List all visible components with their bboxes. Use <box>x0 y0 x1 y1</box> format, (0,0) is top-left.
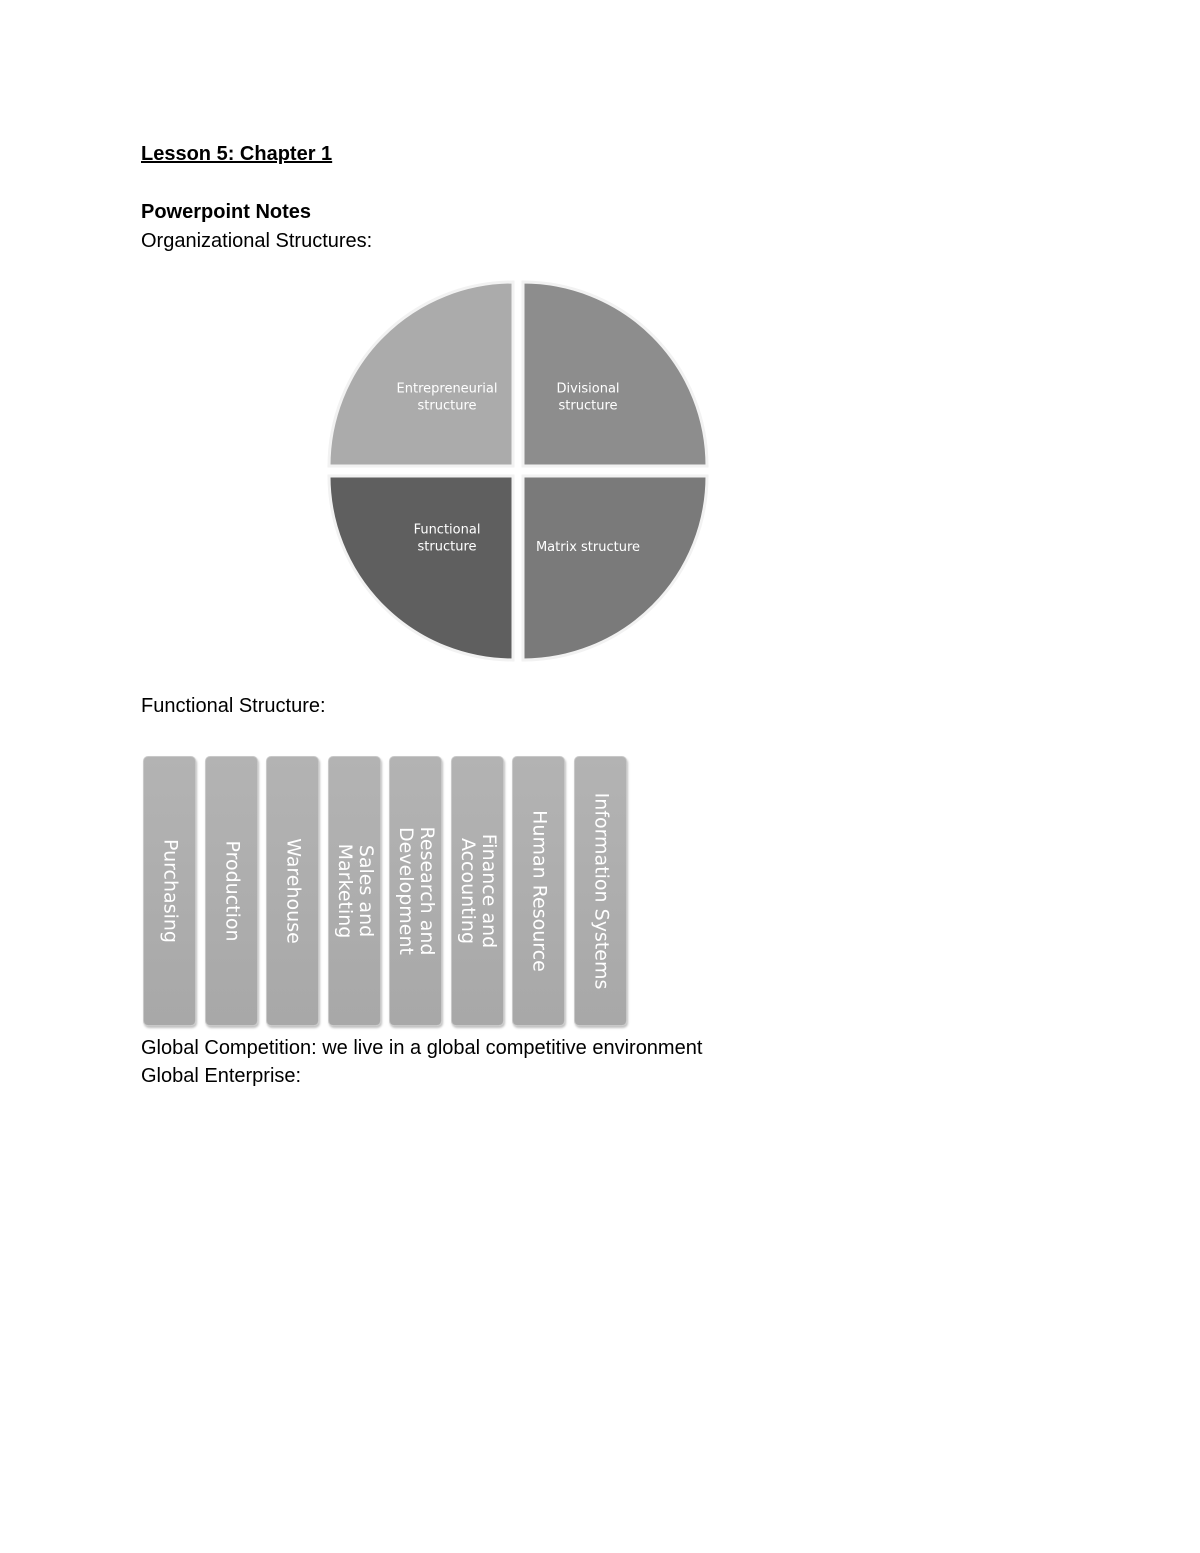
org-structures-pie-diagram <box>322 274 714 668</box>
quadrant-label: Entrepreneurial structure <box>396 381 498 414</box>
quadrant-functional <box>329 476 513 660</box>
department-bar <box>205 756 258 1026</box>
department-label: Sales and Marketing <box>333 843 377 939</box>
department-bar <box>266 756 319 1026</box>
department-bar <box>512 756 565 1026</box>
quadrant-shape <box>523 282 707 466</box>
quadrant-label: Matrix structure <box>535 540 641 555</box>
quadrant-matrix <box>523 476 707 660</box>
quadrant-divisional <box>523 282 707 466</box>
section-heading: Powerpoint Notes <box>141 201 312 223</box>
department-bar <box>574 756 627 1026</box>
global-enterprise-note: Global Enterprise: <box>141 1065 302 1087</box>
department-label: Production <box>221 840 243 942</box>
department-bar <box>143 756 196 1026</box>
global-competition-note: Global Competition: we live in a global competitive environment <box>141 1037 703 1059</box>
org-structures-label: Organizational Structures: <box>141 230 373 252</box>
department-label: Finance and Accounting <box>456 833 500 949</box>
quadrant-label: Functional structure <box>413 522 481 555</box>
lesson-title: Lesson 5: Chapter 1 <box>141 143 333 165</box>
department-bar <box>328 756 381 1026</box>
department-label: Human Resource <box>528 810 550 972</box>
department-bar <box>451 756 504 1026</box>
quadrant-entrepreneurial <box>329 282 513 466</box>
quadrant-label: Divisional structure <box>556 381 620 414</box>
quadrant-shape <box>329 476 513 660</box>
department-label: Warehouse <box>282 838 304 944</box>
quadrant-shape <box>523 476 707 660</box>
department-label: Research and Development <box>394 826 438 956</box>
functional-structure-label: Functional Structure: <box>141 695 326 717</box>
functional-departments-diagram <box>143 756 631 1028</box>
department-label: Information Systems <box>590 792 612 990</box>
quadrant-shape <box>329 282 513 466</box>
department-label: Purchasing <box>159 839 181 943</box>
department-bar <box>389 756 442 1026</box>
